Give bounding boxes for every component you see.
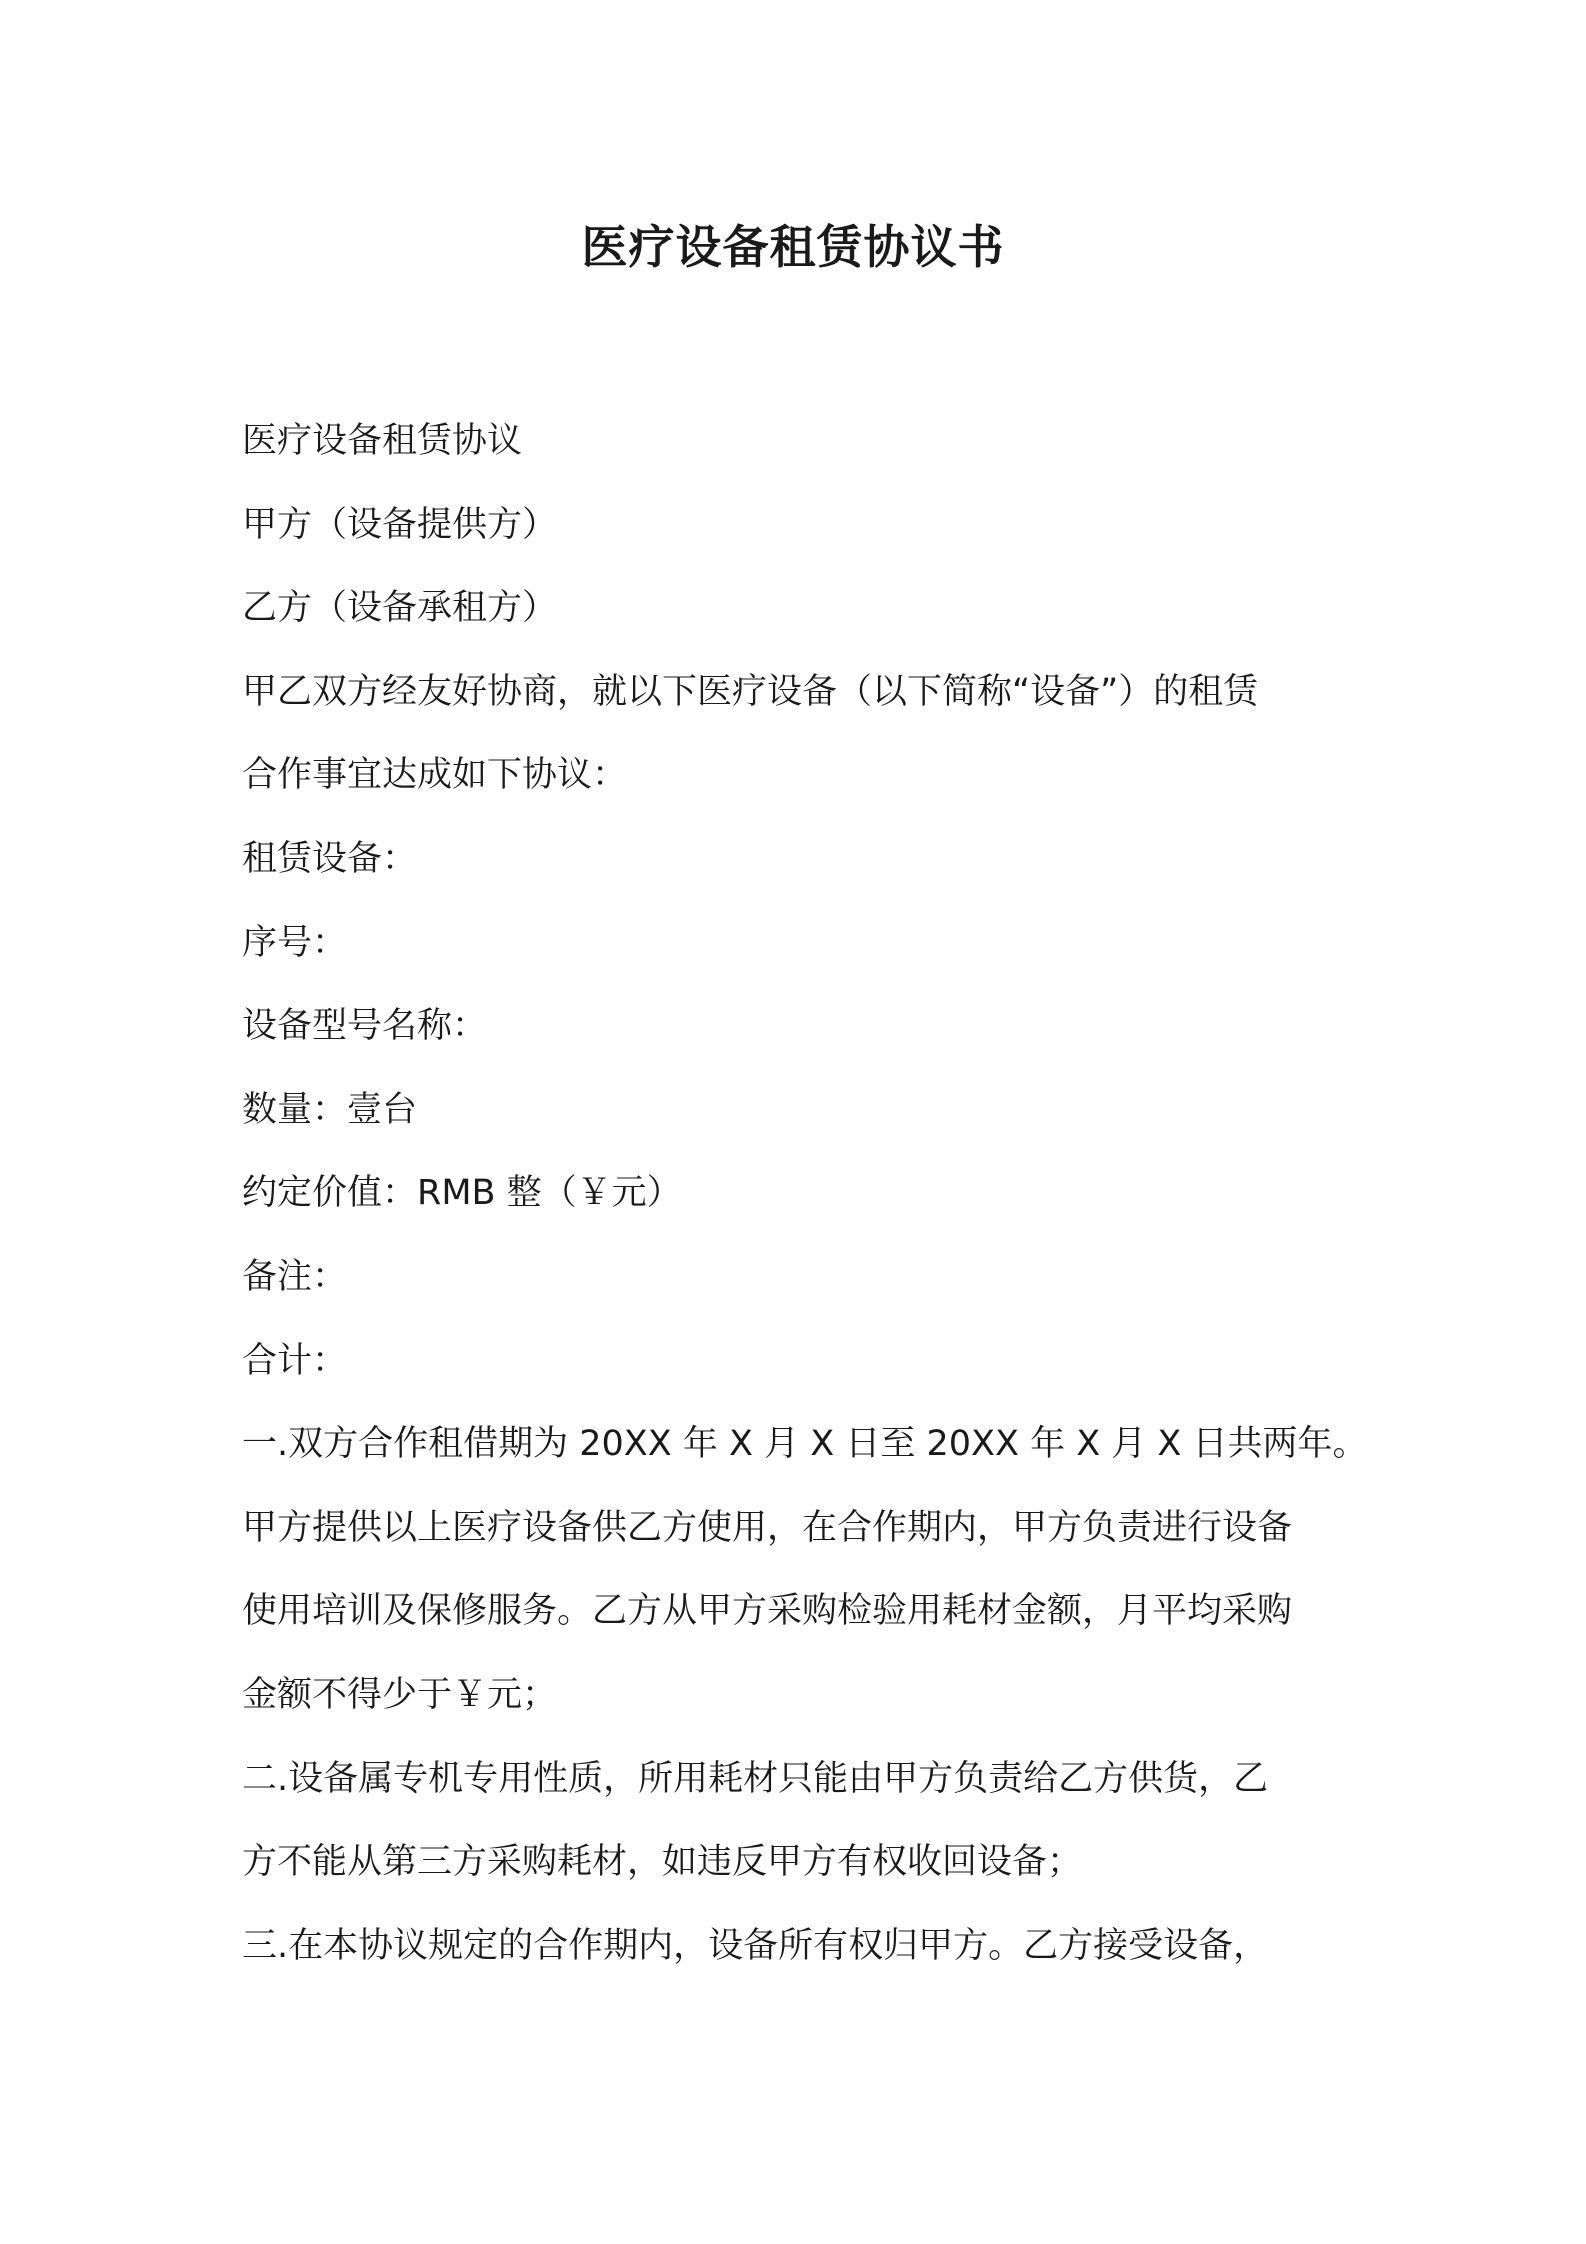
text-line: 甲乙双方经友好协商，就以下医疗设备（以下简称“设备”）的租赁 [242, 671, 1259, 712]
text-line: 甲方（设备提供方） [242, 504, 558, 545]
text-line: 二.设备属专机专用性质，所用耗材只能由甲方负责给乙方供货，乙 [242, 1758, 1269, 1799]
text-line: 一.双方合作租借期为 20XX 年 X 月 X 日至 20XX 年 X 月 X 日共两年。 [242, 1424, 1368, 1465]
text-line: 方不能从第三方采购耗材，如违反甲方有权收回设备； [242, 1842, 1083, 1883]
text-line: 合计： [242, 1340, 348, 1381]
text-line: 医疗设备租赁协议 [242, 421, 523, 461]
text-line: 三.在本协议规定的合作期内，设备所有权归甲方。乙方接受设备， [242, 1925, 1269, 1966]
text-line: 金额不得少于￥元； [242, 1674, 558, 1715]
text-line: 甲方提供以上医疗设备供乙方使用，在合作期内，甲方负责进行设备 [242, 1507, 1293, 1548]
text-line: 设备型号名称： [242, 1006, 488, 1047]
text-line: 备注： [242, 1256, 348, 1297]
text-line: 使用培训及保修服务。乙方从甲方采购检验用耗材金额，月平均采购 [242, 1591, 1293, 1632]
text-line: 乙方（设备承租方） [242, 588, 558, 629]
text-line: 序号： [242, 922, 348, 963]
document-body [242, 400, 1372, 1988]
text-line: 合作事宜达成如下协议： [242, 755, 628, 796]
document-title: 医疗设备租赁协议书 [581, 220, 1005, 274]
text-line: 约定价值：RMB 整（￥元） [242, 1173, 682, 1214]
text-line: 数量：壹台 [242, 1089, 418, 1130]
text-line: 租赁设备： [242, 838, 418, 879]
